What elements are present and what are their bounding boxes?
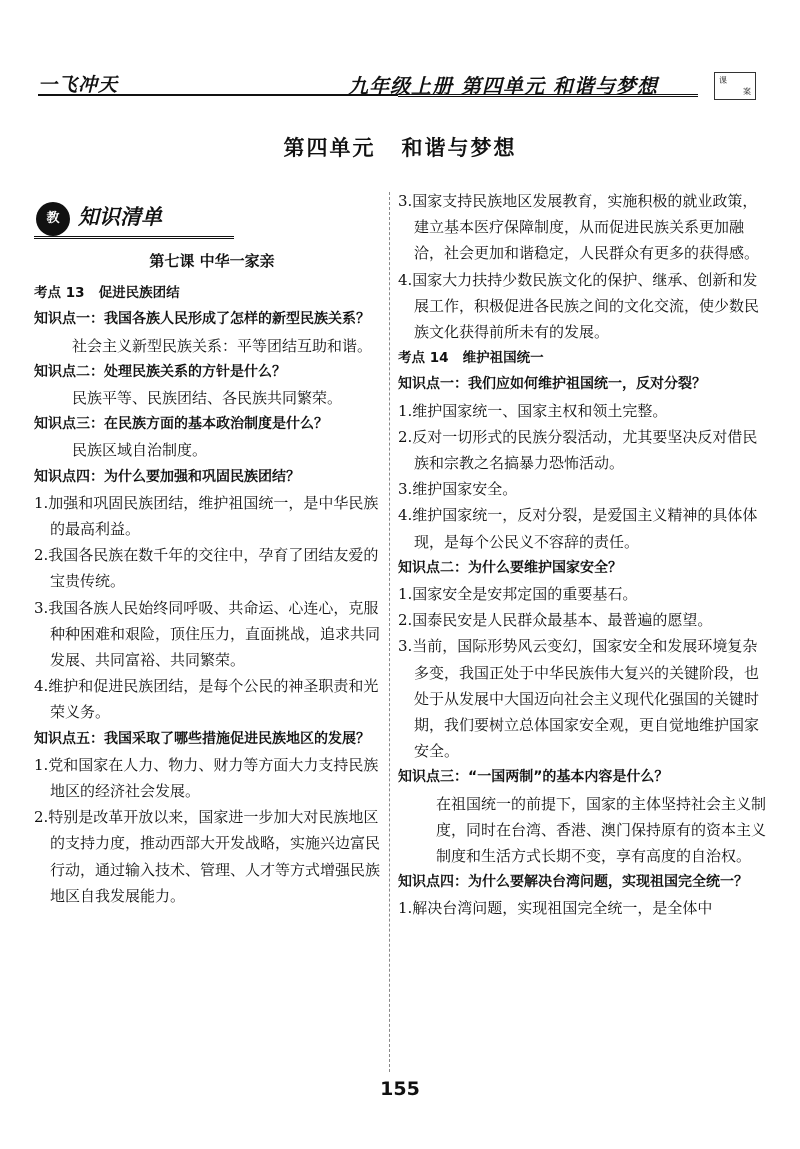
right-column [398, 188, 768, 922]
badge-label: 知识清单 [78, 205, 162, 229]
page-number: 155 [380, 1078, 420, 1100]
kaodian-label: 考点 13 [34, 285, 85, 302]
unit-number: 第四单元 [283, 136, 376, 160]
answer-text: 民族区域自治制度。 [72, 441, 208, 460]
lesson-title: 第七课 中华一家亲 [149, 252, 275, 270]
kaodian-label: 考点 14 [398, 350, 449, 367]
kaodian-title: 维护祖国统一 [462, 350, 544, 367]
brand-logo: 一飞冲天 [38, 74, 119, 96]
answer-text: 在祖国统一的前提下，国家的主体坚持社会主义制度，同时在台湾、香港、澳门保持原有的资本主义制度和生活方式长期不变，享有高度的自治权。 [436, 794, 767, 866]
list-item: 4.国家大力扶持少数民族文化的保护、继承、创新和发展工作，积极促进各民族之间的文化交流，使少数民族文化获得前所未有的发展。 [398, 270, 760, 342]
answer-text: 民族平等、民族团结、各民族共同繁荣。 [72, 389, 343, 408]
kaodian-14 [398, 345, 768, 371]
list-item: 1.党和国家在人力、物力、财力等方面大力支持民族地区的经济社会发展。 [34, 755, 379, 801]
knowledge-question: 知识点四：为什么要加强和巩固民族团结？ [34, 468, 300, 485]
list-item: 3.国家支持民族地区发展教育，实施积极的就业政策，建立基本医疗保障制度，从而促进民族关系更加融洽，社会更加和谐稳定，人民群众有更多的获得感。 [398, 192, 760, 263]
unit-name: 和谐与梦想 [401, 136, 517, 160]
knowledge-question: 知识点五：我国采取了哪些措施促进民族地区的发展？ [34, 730, 370, 747]
list-item: 4.维护国家统一，反对分裂，是爱国主义精神的具体体现，是每个公民义不容辞的责任。 [398, 506, 758, 551]
knowledge-question: 知识点三：在民族方面的基本政治制度是什么？ [34, 416, 328, 433]
badge-icon: 教 [36, 202, 70, 236]
kaodian-13 [34, 280, 390, 306]
list-item: 1.维护国家统一、国家主权和领土完整。 [398, 401, 668, 420]
corner-decoration [714, 72, 756, 100]
knowledge-question: 知识点四：为什么要解决台湾问题，实现祖国完全统一？ [398, 874, 748, 891]
corner-mark-1: 课 [719, 76, 727, 85]
badge-rule [34, 236, 234, 239]
list-item: 2.国泰民安是人民群众最基本、最普遍的愿望。 [398, 611, 713, 630]
section-badge [34, 200, 390, 240]
page-header [38, 64, 756, 104]
running-header: 九年级上册 第四单元 和谐与梦想 [348, 74, 658, 98]
list-item: 1.国家安全是安邦定国的重要基石。 [398, 585, 638, 604]
header-rule-right [398, 94, 698, 97]
knowledge-question: 知识点三：“一国两制”的基本内容是什么？ [398, 769, 669, 786]
kaodian-title: 促进民族团结 [98, 285, 180, 302]
knowledge-question: 知识点一：我们应如何维护祖国统一，反对分裂？ [398, 376, 706, 393]
left-blocks [34, 306, 390, 909]
knowledge-question: 知识点二：处理民族关系的方针是什么？ [34, 363, 286, 380]
left-column [34, 200, 390, 909]
right-blocks [398, 371, 768, 921]
corner-mark-2: 案 [743, 87, 751, 96]
list-item: 2.反对一切形式的民族分裂活动，尤其要坚决反对借民族和宗教之名搞暴力恐怖活动。 [398, 427, 758, 473]
answer-text: 社会主义新型民族关系：平等团结互助和谐。 [72, 336, 373, 355]
knowledge-question: 知识点二：为什么要维护国家安全？ [398, 559, 622, 576]
header-rule-left [38, 94, 398, 96]
right-blocks-top [398, 188, 768, 345]
list-item: 1.加强和巩固民族团结，维护祖国统一，是中华民族的最高利益。 [34, 493, 379, 539]
page-title [0, 132, 800, 162]
list-item: 1.解决台湾问题，实现祖国完全统一，是全体中 [398, 899, 713, 918]
list-item: 3.当前，国际形势风云变幻，国家安全和发展环境复杂多变，我国正处于中华民族伟大复兴的关键阶段，也处于从发展中大国迈向社会主义现代化强国的关键时期，我们要树立总体国家安全观，更自觉地维护国家安全。 [398, 637, 760, 761]
knowledge-question: 知识点一：我国各族人民形成了怎样的新型民族关系？ [34, 311, 370, 328]
list-item: 3.我国各族人民始终同呼吸、共命运、心连心，克服种种困难和艰险，顶住压力，直面挑战，追求共同发展、共同富裕、共同繁荣。 [34, 598, 381, 670]
list-item: 2.特别是改革开放以来，国家进一步加大对民族地区的支持力度，推动西部大开发战略，实施兴边富民行动，通过输入技术、管理、人才等方式增强民族地区自我发展能力。 [34, 808, 381, 905]
list-item: 3.维护国家安全。 [398, 480, 518, 499]
list-item: 4.维护和促进民族团结，是每个公民的神圣职责和光荣义务。 [34, 677, 379, 722]
list-item: 2.我国各民族在数千年的交往中，孕育了团结友爱的宝贵传统。 [34, 546, 379, 591]
